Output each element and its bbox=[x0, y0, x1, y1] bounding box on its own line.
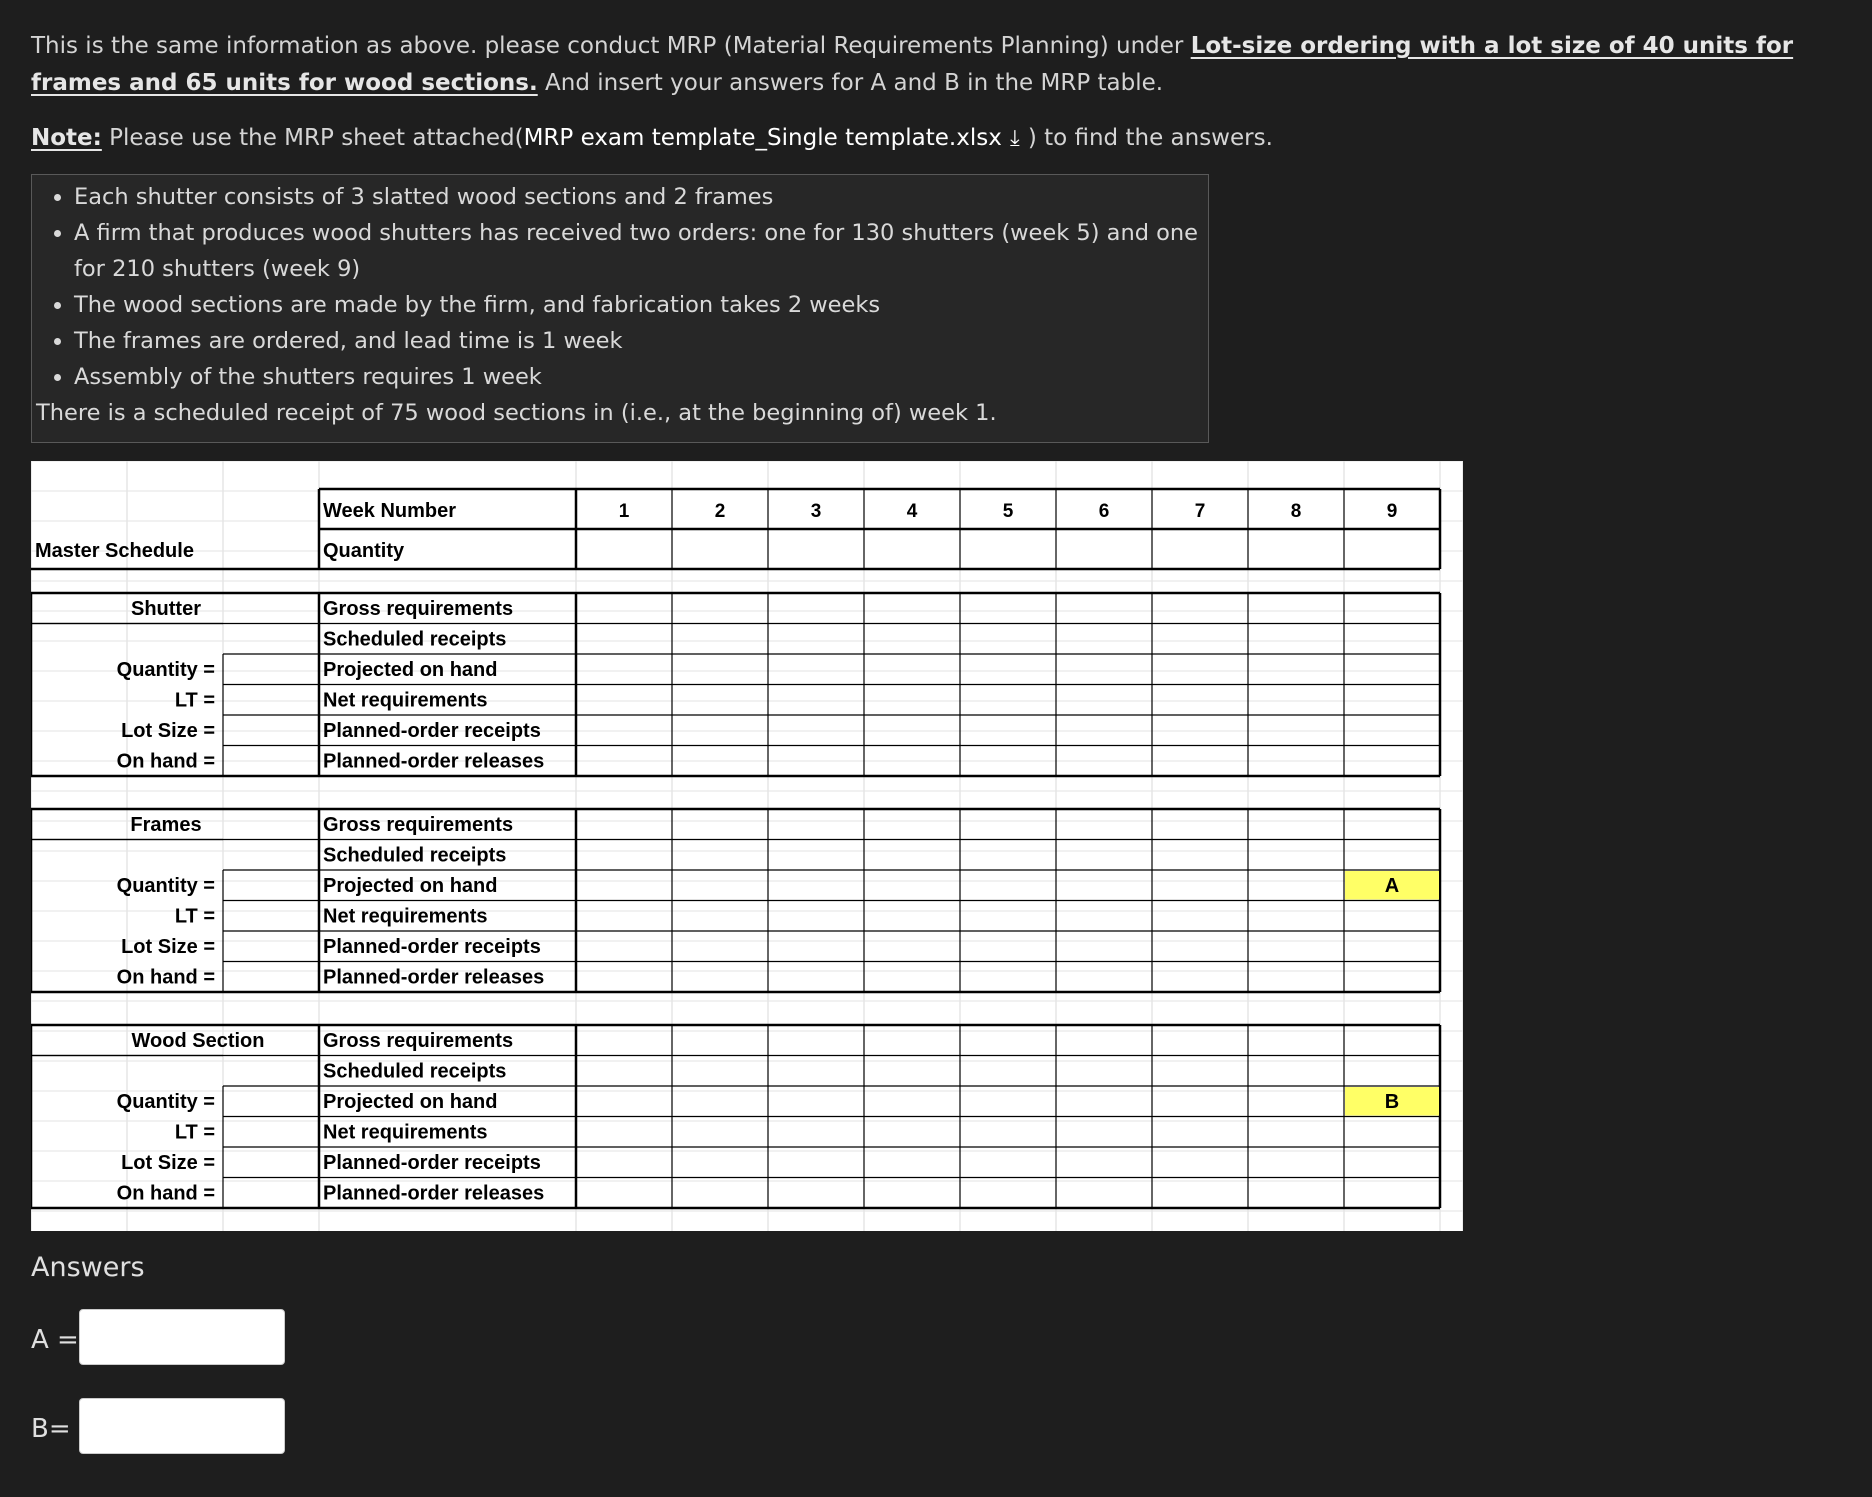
answer-a-label: A = bbox=[31, 1325, 79, 1355]
shutter-param-label: Quantity = bbox=[116, 659, 215, 681]
week-number-cell: 2 bbox=[714, 501, 726, 522]
frames-item-label: Frames bbox=[130, 814, 202, 836]
wood-section-row-label: Projected on hand bbox=[323, 1091, 498, 1113]
note-body: Please use the MRP sheet attached( bbox=[101, 125, 524, 151]
wood-section-param-label: Lot Size = bbox=[121, 1152, 215, 1174]
question-instruction: And insert your answers for A and B in the MRP table. bbox=[537, 70, 1164, 96]
wood-section-param-label: Quantity = bbox=[116, 1091, 215, 1113]
frames-row-label: Projected on hand bbox=[323, 875, 498, 897]
question-intro: This is the same information as above. please conduct MRP (Material Requirements Planning) under bbox=[31, 33, 1191, 59]
shutter-row-label: Gross requirements bbox=[323, 598, 514, 620]
frames-row-label: Gross requirements bbox=[323, 814, 514, 836]
question-lot-size-emphasis: Lot-size ordering with a lot size of 40 units for frames and 65 units for wood sections. bbox=[31, 33, 1794, 96]
frames-row-label: Scheduled receipts bbox=[323, 844, 507, 867]
week-number-label: Week Number bbox=[323, 500, 457, 522]
info-bullet-list bbox=[32, 179, 1208, 395]
problem-info-box bbox=[31, 174, 1209, 443]
attachment-link[interactable]: MRP exam template_Single template.xlsx bbox=[523, 125, 1002, 151]
answer-b-input[interactable] bbox=[79, 1398, 285, 1454]
frames-param-label: Lot Size = bbox=[121, 936, 215, 958]
shutter-row-label: Net requirements bbox=[323, 689, 488, 712]
note-tail: ) to find the answers. bbox=[1027, 125, 1273, 151]
answers-heading: Answers bbox=[31, 1252, 145, 1283]
answer-a-marker: A bbox=[1384, 875, 1400, 897]
wood-section-param-label: LT = bbox=[174, 1121, 215, 1144]
week-number-cell: 5 bbox=[1002, 501, 1014, 522]
shutter-row-label: Planned-order releases bbox=[323, 750, 545, 773]
info-bullet: • The frames are ordered, and lead time is 1 week bbox=[74, 323, 1208, 359]
frames-row-label: Net requirements bbox=[323, 905, 488, 928]
download-icon[interactable]: ⤓ bbox=[1009, 126, 1020, 151]
week-number-cell: 9 bbox=[1386, 501, 1398, 522]
shutter-row-label: Projected on hand bbox=[323, 659, 498, 681]
info-bullet: • Assembly of the shutters requires 1 week bbox=[74, 359, 1208, 395]
wood-section-row-label: Scheduled receipts bbox=[323, 1060, 507, 1083]
wood-section-row-label: Planned-order receipts bbox=[323, 1152, 541, 1174]
week-number-cell: 6 bbox=[1098, 501, 1110, 522]
frames-param-label: LT = bbox=[174, 905, 215, 928]
shutter-item-label: Shutter bbox=[131, 598, 201, 620]
master-quantity-label: Quantity bbox=[323, 540, 405, 562]
answer-b-marker: B bbox=[1384, 1091, 1400, 1113]
info-bullet: • A firm that produces wood shutters has received two orders: one for 130 shutters (week 5) and one for 210 shutters (week 9) bbox=[74, 215, 1208, 287]
info-bullet: • The wood sections are made by the firm, and fabrication takes 2 weeks bbox=[74, 287, 1208, 323]
scheduled-receipt-note: There is a scheduled receipt of 75 wood sections in (i.e., at the beginning of) week 1. bbox=[36, 400, 997, 426]
shutter-param-label: LT = bbox=[174, 689, 215, 712]
answer-b-label: B= bbox=[31, 1414, 71, 1444]
wood-section-row-label: Gross requirements bbox=[323, 1030, 514, 1052]
week-number-cell: 7 bbox=[1194, 501, 1206, 522]
question-text bbox=[31, 28, 1841, 102]
mrp-spreadsheet bbox=[31, 461, 1463, 1231]
frames-param-label: On hand = bbox=[116, 966, 215, 989]
wood-section-row-label: Planned-order releases bbox=[323, 1182, 545, 1205]
info-bullet: • Each shutter consists of 3 slatted wood sections and 2 frames bbox=[74, 179, 1208, 215]
shutter-param-label: On hand = bbox=[116, 750, 215, 773]
week-number-cell: 8 bbox=[1290, 501, 1302, 522]
frames-param-label: Quantity = bbox=[116, 875, 215, 897]
week-number-cell: 1 bbox=[618, 501, 630, 522]
shutter-row-label: Planned-order receipts bbox=[323, 720, 541, 742]
note-label: Note: bbox=[31, 125, 102, 151]
week-number-cell: 3 bbox=[810, 501, 822, 522]
shutter-row-label: Scheduled receipts bbox=[323, 628, 507, 651]
wood-section-item-label: Wood Section bbox=[131, 1030, 265, 1052]
note-text bbox=[31, 120, 1841, 157]
master-schedule-label: Master Schedule bbox=[35, 540, 194, 562]
mrp-table-image bbox=[31, 461, 1463, 1231]
wood-section-row-label: Net requirements bbox=[323, 1121, 488, 1144]
answer-a-input[interactable] bbox=[79, 1309, 285, 1365]
frames-row-label: Planned-order receipts bbox=[323, 936, 541, 958]
shutter-param-label: Lot Size = bbox=[121, 720, 215, 742]
wood-section-param-label: On hand = bbox=[116, 1182, 215, 1205]
frames-row-label: Planned-order releases bbox=[323, 966, 545, 989]
week-number-cell: 4 bbox=[906, 501, 918, 522]
